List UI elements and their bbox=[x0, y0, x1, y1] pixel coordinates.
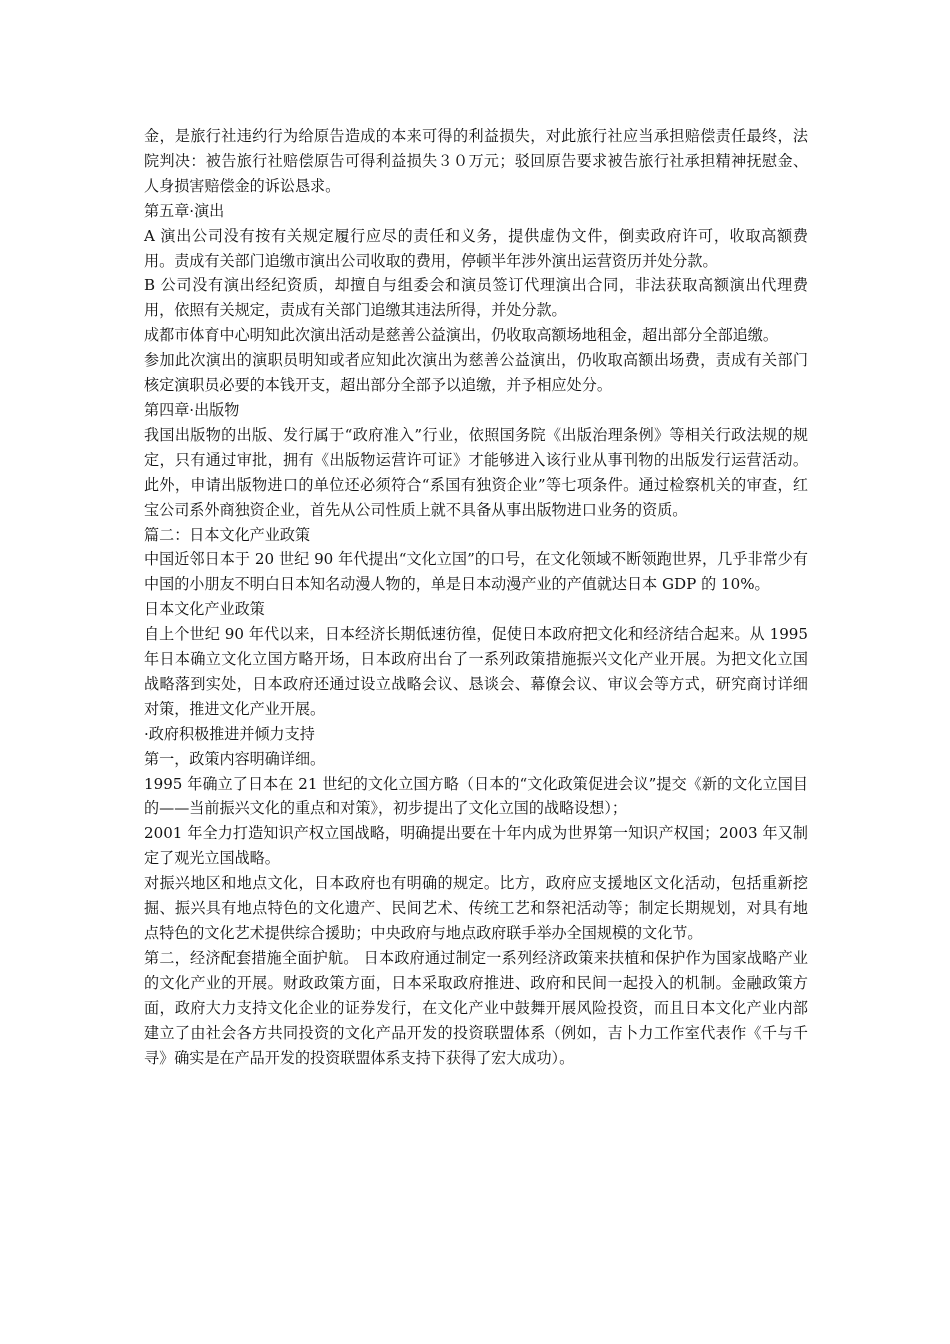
heading-part-two: 篇二：日本文化产业政策 bbox=[144, 525, 311, 544]
paragraph-company-b: B 公司没有演出经纪资质，却擅自与组委会和演员签订代理演出合同，非法获取高额演出代理费用，依照有关规定，责成有关部门追缴其违法所得，并处分款。 bbox=[144, 276, 808, 320]
paragraph-first-point: 第一，政策内容明确详细。 bbox=[144, 749, 326, 768]
paragraph-sports-center: 成都市体育中心明知此次演出活动是慈善公益演出，仍收取高额场地租金，超出部分全部追缴。 bbox=[144, 326, 778, 345]
heading-chapter-four: 第四章·出版物 bbox=[144, 400, 240, 419]
paragraph-publications: 我国出版物的出版、发行属于“政府准入”行业，依照国务院《出版治理条例》等相关行政法规的规定，只有通过审批，拥有《出版物运营许可证》才能够进入该行业从事刊物的出版发行运营活动。此外，申请出版物进口的单位还必须符合“系国有独资企业”等七项条件。通过检察机关的审查，红宝公司系外商独资企业，首先从公司性质上就不具备从事出版物进口业务的资质。 bbox=[144, 425, 808, 519]
heading-chapter-five: 第五章·演出 bbox=[144, 201, 225, 220]
paragraph-japan-intro: 中国近邻日本于 20 世纪 90 年代提出“文化立国”的口号，在文化领域不断领跑世界，几乎非常少有中国的小朋友不明白日本知名动漫人物的，单是日本动漫产业的产值就达日本 GDP 的 10%。 bbox=[144, 550, 808, 594]
paragraph-travel-verdict: 金，是旅行社违约行为给原告造成的本来可得的利益损失，对此旅行社应当承担赔偿责任最终，法院判决：被告旅行社赔偿原告可得利益损失３０万元；驳回原告要求被告旅行社承担精神抚慰金、人身损害赔偿金的诉讼恳求。 bbox=[144, 127, 808, 195]
heading-government-support: ·政府积极推进并倾力支持 bbox=[144, 724, 315, 743]
paragraph-1995-strategy: 1995 年确立了日本在 21 世纪的文化立国方略（日本的“文化政策促进会议”提交《新的文化立国目的——当前振兴文化的重点和对策》，初步提出了文化立国的战略设想）； bbox=[144, 774, 808, 818]
paragraph-2001-strategy: 2001 年全力打造知识产权立国战略，明确提出要在十年内成为世界第一知识产权国；2003 年又制定了观光立国战略。 bbox=[144, 824, 808, 868]
paragraph-regional-culture: 对振兴地区和地点文化，日本政府也有明确的规定。比方，政府应支援地区文化活动，包括重新挖掘、振兴具有地点特色的文化遗产、民间艺术、传统工艺和祭祀活动等；制定长期规划，对具有地点特色的文化艺术提供综合援助；中央政府与地点政府联手举办全国规模的文化节。 bbox=[144, 874, 808, 942]
paragraph-company-a: A 演出公司没有按有关规定履行应尽的责任和义务，提供虚伪文件，倒卖政府许可，收取高额费用。责成有关部门追缴市演出公司收取的费用，停顿半年涉外演出运营资历并处分款。 bbox=[144, 226, 808, 270]
heading-japan-policy: 日本文化产业政策 bbox=[144, 600, 265, 619]
paragraph-japan-strategy: 自上个世纪 90 年代以来，日本经济长期低速彷徨，促使日本政府把文化和经济结合起来。从 1995 年日本确立文化立国方略开场，日本政府出台了一系列政策措施振兴文化产业开展。为把文化立国战略落到实处，日本政府还通过设立战略会议、恳谈会、幕僚会议、审议会等方式，研究商讨详细对策，推进文化产业开展。 bbox=[144, 625, 808, 718]
paragraph-performers: 参加此次演出的演职员明知或者应知此次演出为慈善公益演出，仍收取高额出场费，责成有关部门核定演职员必要的本钱开支，超出部分全部予以追缴，并予相应处分。 bbox=[144, 351, 808, 395]
paragraph-second-point: 第二，经济配套措施全面护航。 日本政府通过制定一系列经济政策来扶植和保护作为国家战略产业的文化产业的开展。财政政策方面，日本采取政府推进、政府和民间一起投入的机制。金融政策方面，政府大力支持文化企业的证券发行，在文化产业中鼓舞开展风险投资，而且日本文化产业内部建立了由社会各方共同投资的文化产品开发的投资联盟体系（例如，吉卜力工作室代表作《千与千寻》确实是在产品开发的投资联盟体系支持下获得了宏大成功）。 bbox=[144, 948, 808, 1067]
document-body bbox=[144, 124, 808, 1070]
